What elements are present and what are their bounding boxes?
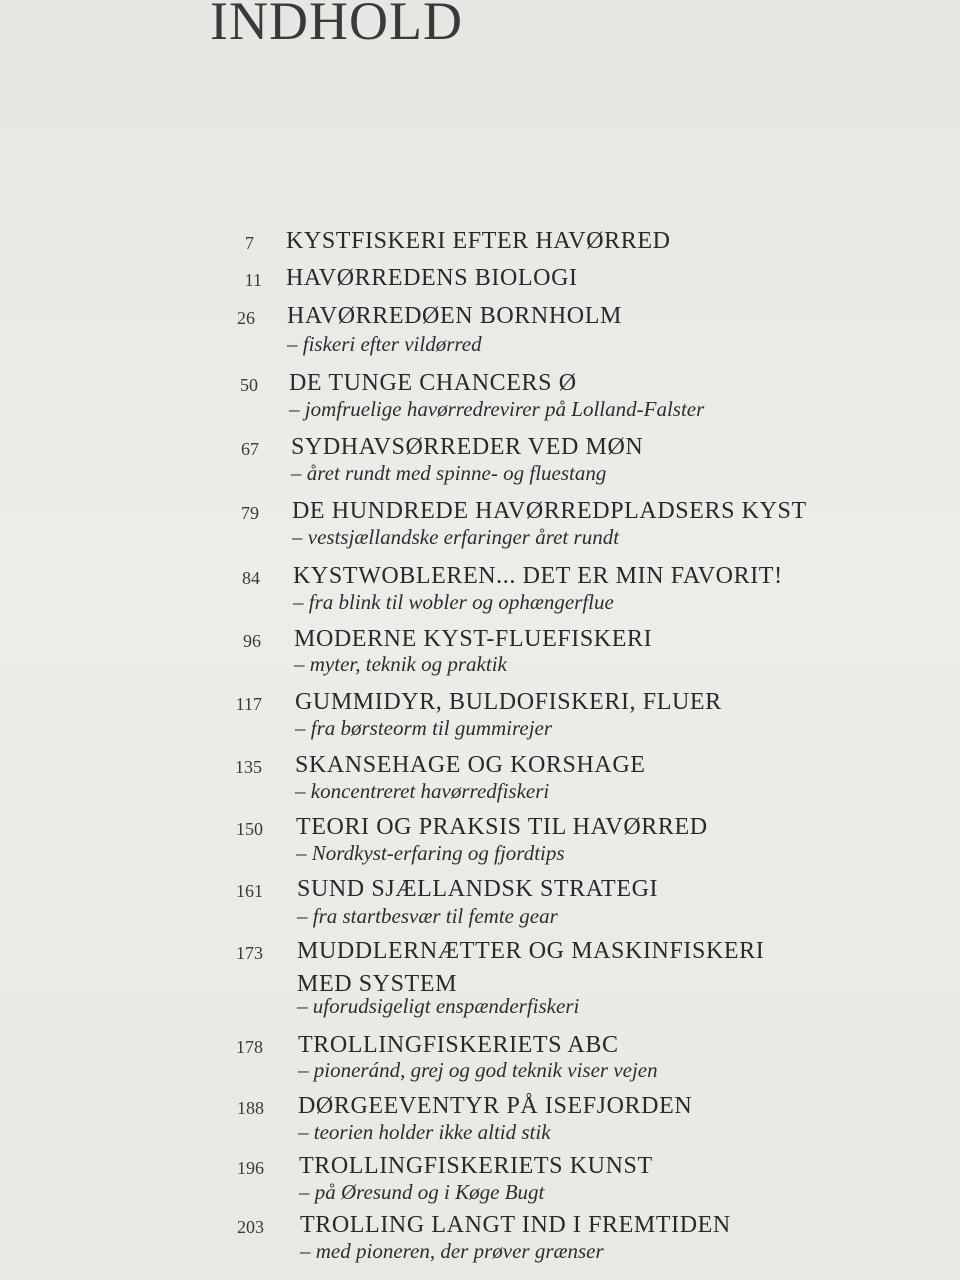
toc-chapter-subtitle: – koncentreret havørredfiskeri <box>295 779 550 803</box>
toc-chapter-title: MODERNE KYST-FLUEFISKERI <box>294 626 653 652</box>
toc-chapter-title: HAVØRREDØEN BORNHOLM <box>287 303 622 329</box>
toc-chapter-title-continued: MED SYSTEM <box>297 971 458 997</box>
toc-chapter-title: DØRGEEVENTYR PÅ ISEFJORDEN <box>298 1093 693 1119</box>
toc-chapter-title: DE HUNDREDE HAVØRREDPLADSERS KYST <box>292 498 807 524</box>
toc-page-number: 7 <box>245 233 254 253</box>
toc-chapter-title: KYSTWOBLEREN... DET ER MIN FAVORIT! <box>293 563 783 589</box>
toc-chapter-title: SKANSEHAGE OG KORSHAGE <box>295 752 646 778</box>
toc-chapter-subtitle: – teorien holder ikke altid stik <box>298 1120 551 1144</box>
toc-chapter-title: MUDDLERNÆTTER OG MASKINFISKERI <box>297 938 765 964</box>
toc-page-number: 96 <box>243 631 261 651</box>
toc-chapter-subtitle: – fra blink til wobler og ophængerflue <box>293 590 614 614</box>
toc-chapter-title: GUMMIDYR, BULDOFISKERI, FLUER <box>295 689 722 715</box>
toc-chapter-title: TROLLINGFISKERIETS ABC <box>298 1032 619 1058</box>
toc-chapter-title: KYSTFISKERI EFTER HAVØRRED <box>286 228 671 254</box>
toc-chapter-subtitle: – uforudsigeligt enspænderfiskeri <box>297 994 580 1018</box>
toc-chapter-title: TROLLINGFISKERIETS KUNST <box>299 1153 653 1179</box>
toc-chapter-title: TEORI OG PRAKSIS TIL HAVØRRED <box>296 814 708 840</box>
toc-chapter-subtitle: – året rundt med spinne- og fluestang <box>291 461 607 485</box>
toc-chapter-subtitle: – myter, teknik og praktik <box>294 652 507 676</box>
page-heading: INDHOLD <box>210 0 463 51</box>
toc-chapter-subtitle: – vestsjællandske erfaringer året rundt <box>292 525 620 549</box>
toc-page-number: 11 <box>244 270 262 290</box>
toc-chapter-title: SYDHAVSØRREDER VED MØN <box>291 434 644 460</box>
toc-chapter-subtitle: – fiskeri efter vildørred <box>287 332 482 356</box>
toc-chapter-subtitle: – fra startbesvær til femte gear <box>297 904 558 928</box>
toc-chapter-subtitle: – jomfruelige havørredrevirer på Lolland-Falster <box>289 397 705 421</box>
toc-chapter-title: HAVØRREDENS BIOLOGI <box>286 265 578 291</box>
toc-page-number: 50 <box>240 375 258 395</box>
toc-page-number: 117 <box>235 694 262 714</box>
toc-chapter-subtitle: – på Øresund og i Køge Bugt <box>299 1180 545 1204</box>
toc-page-number: 173 <box>236 943 263 963</box>
toc-page-number: 161 <box>236 881 263 901</box>
toc-chapter-title: SUND SJÆLLANDSK STRATEGI <box>297 876 659 902</box>
toc-chapter-title: TROLLING LANGT IND I FREMTIDEN <box>300 1212 731 1238</box>
toc-page-number: 178 <box>236 1037 263 1057</box>
toc-page-number: 135 <box>235 757 262 777</box>
toc-chapter-title: DE TUNGE CHANCERS Ø <box>289 370 577 396</box>
toc-chapter-subtitle: – Nordkyst-erfaring og fjordtips <box>296 841 565 865</box>
toc-chapter-subtitle: – fra børsteorm til gummirejer <box>295 716 553 740</box>
toc-page-number: 84 <box>242 568 260 588</box>
toc-chapter-subtitle: – pioneránd, grej og god teknik viser vejen <box>298 1058 658 1082</box>
toc-page-number: 79 <box>241 503 259 523</box>
toc-page-number: 196 <box>237 1158 264 1178</box>
toc-page-number: 188 <box>237 1098 264 1118</box>
toc-page-number: 26 <box>237 308 255 328</box>
toc-page-number: 150 <box>236 819 263 839</box>
toc-chapter-subtitle: – med pioneren, der prøver grænser <box>300 1239 604 1263</box>
toc-page-number: 203 <box>237 1217 264 1237</box>
toc-page-number: 67 <box>241 439 259 459</box>
